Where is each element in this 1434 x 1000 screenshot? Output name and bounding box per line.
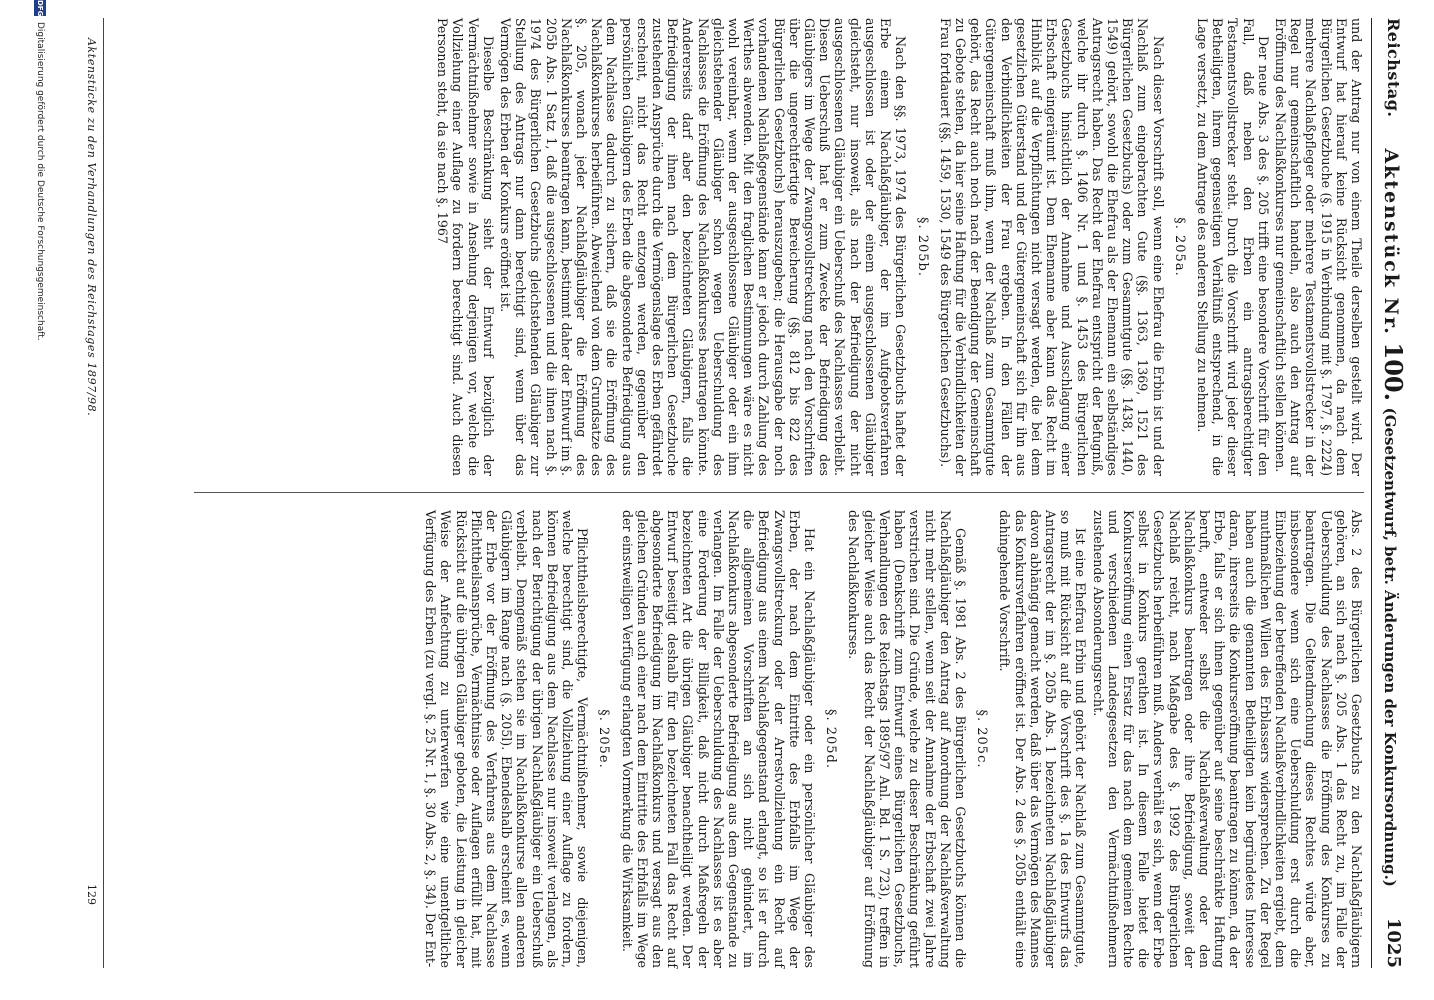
column-divider xyxy=(194,492,1364,493)
header-center-number: 100. xyxy=(1379,342,1409,401)
right-column-paragraph: Abs. 2 des Bürgerlichen Gesetzbuchs zu den Nachlaßgläubigern gehören, an sich nach §. 205 Abs. 1 das Recht zu, im Falle der Ueberschuldung des Nachlasses die Eröffnung des Konkurses zu beantragen. Die Geltendmachung dieses Rechtes würde aber, insbesondere wenn sich eine Ueberschuldung erst durch die Einbeziehung der betreffenden Nachlaßverbindlichkeiten ergiebt, dem muthmaßlichen Willen des Erblassers widersprechen. Zu der Regel haben auch die genannten Betheiligten kein begründetes Interesse daran, ihrerseits die Konkurseröffnung beantragen zu können, da der Erbe, falls er sich ihnen gegenüber auf seine beschränkte Haftung beruft, entweder selbst die Nachlaßverwaltung oder den Nachlaßkonkurs beantragen oder ihre Befriedigung, soweit der Nachlaß reicht, nach Maßgabe des §. 1992 des Bürgerlichen Gesetzbuchs herbeiführen muß. Anders verhält es sich, wenn der Erbe selbst in Konkurs gerathen ist. In diesem Falle bietet die Konkurseröffnung einen Ersatz für das nach dem gemeinen Rechte und verschiedenen Landesgesetzen den Vermächtnißnehmern zustehende Absonderungsrecht. xyxy=(1090,510,1364,968)
right-column-section-heading: §. 205c. xyxy=(974,709,990,769)
left-column-paragraph: Nach den §§. 1973, 1974 des Bürgerlichen Gesetzbuchs haftet der Erbe einem Nachlaßgläubiger, der im Aufgebotsverfahren ausgeschlossen ist oder der einem ausgeschlossenen Gläubiger gleichsteht, nur insoweit, als nach der Befriedigung der nicht ausgeschlossenen Gläubiger ein Ueberschuß des Nachlasses verbleibt. Diesen Ueberschuß hat er zum Zwecke der Befriedigung des Gläubigers im Wege der Zwangsvollstreckung nach den Vorschriften über die ungerechtfertigte Bereicherung (§§. 812 bis 822 des Bürgerlichen Gesetzbuchs) herauszugeben; die Herausgabe der noch vorhandenen Nachlaßgegenstände kann er jedoch durch Zahlung des Werthes abwenden. Mit den fraglichen Bestimmungen wäre es nicht wohl vereinbar, wenn der ausgeschlossene Gläubiger oder ein ihm gleichstehender Gläubiger schon wegen Ueberschuldung des Nachlasses die Eröffnung des Nachlaßkonkurses beantragen könnte. Andererseits darf aber den bezeichneten Gläubigern, falls die Befriedigung der ihnen nach dem Bürgerlichen Gesetzbuche zustehenden Ansprüche durch die Vermögenslage des Erben gefährdet erscheint, nicht das Recht entzogen werden, gegenüber den persönlichen Gläubigern des Erben die abgesonderte Befriedigung aus dem Nachlasse dadurch zu sichern, daß sie die Eröffnung des Nachlaßkonkurses herbeiführen. Abweichend von dem Grundsatze des §. 205, wonach jeder Nachlaßgläubiger die Eröffnung des Nachlaßkonkurses beantragen kann, bestimmt daher der Entwurf im §. 205b Abs. 1 Satz 1, daß die ausgeschlossenen und die ihnen nach §. 1974 des Bürgerlichen Gesetzbuchs gleichstehenden Gläubiger zur Stellung des Antrags nur dann berechtigt sind, wenn über das Vermögen des Erben der Konkurs eröffnet ist. xyxy=(498,18,909,476)
header-center-prefix: Aktenstück Nr. xyxy=(1380,148,1403,336)
left-column-section-heading: §. 205b. xyxy=(914,216,930,278)
footer-left: Aktenstücke zu den Verhandlungen des Reichstages 1897/98. xyxy=(85,38,98,417)
left-column xyxy=(433,18,1364,476)
right-column-paragraph: Gemäß §. 1981 Abs. 2 des Bürgerlichen Gesetzbuchs können die Nachlaßgläubiger den Antrag auf Anordnung der Nachlaßverwaltung nicht mehr stellen, wenn seit der Annahme der Erbschaft zwei Jahre verstrichen sind. Die Gründe, welche zu dieser Beschränkung geführt haben (Denkschrift zum Entwurf eines Bürgerlichen Gesetzbuchs, Verhandlungen des Reichstags 1895/97 Anl. Bd. 1 S. 723), treffen in gleicher Weise auch das Recht der Nachlaßgläubiger auf Eröffnung des Nachlaßkonkurses. xyxy=(846,510,968,968)
digitization-note-text: Digitalisierung gefördert durch die Deutsche Forschungsgemeinschaft. xyxy=(35,22,45,341)
right-column-paragraph: Hat ein Nachlaßgläubiger oder ein persönlicher Gläubiger des Erben, der nach dem Eintritte des Erbfalls im Wege der Zwangsvollstreckung oder der Arrestvollziehung ein Recht auf Befriedigung aus einem Nachlaßgegenstand erlangt, so ist er durch die allgemeinen Vorschriften an sich nicht gehindert, im Nachlaßkonkurs abgesonderte Befriedigung aus dem Gegenstande zu verlangen. Im Falle der Ueberschuldung des Nachlasses ist es aber eine Forderung der Billigkeit, daß nicht durch Maßregeln der bezeichneten Art die übrigen Gläubiger benachtheiligt werden. Der Entwurf beseitigt deshalb für den bezeichneten Fall das Recht auf abgesonderte Befriedigung im Nachlaßkonkurs und versagt aus den gleichen Gründen auch einer nach dem Eintritte des Erbfalls im Wege der einstweiligen Verfügung erlangten Vormerkung die Wirksamkeit. xyxy=(619,510,818,968)
left-column-paragraph: Dieselbe Beschränkung sieht der Entwurf bezüglich der Vermächtnißnehmer sowie in Ansehung derjenigen vor, welche die Vollziehung einer Auflage zu fordern berechtigt sind. Auch diesen Personen steht, da sie nach §. 1967 xyxy=(435,18,496,476)
header-left: Reichstag. xyxy=(1384,18,1404,118)
header-page-number: 1025 xyxy=(1383,917,1405,968)
header-rule xyxy=(1371,18,1372,968)
left-column-paragraph: Der neue Abs. 3 des §. 205 trifft eine besondere Vorschrift für den Fall, daß neben den Erben ein antragsberechtigter Testamentsvollstrecker steht. Durch die Vorschrift wird jeder dieser Betheiligten, ihrem gegenseitigen Verhältniß entsprechend, in die Lage versetzt, zu dem Antrage des anderen Stellung zu nehmen. xyxy=(1194,18,1271,476)
right-column xyxy=(421,510,1364,968)
right-column-section-heading: §. 205d. xyxy=(823,708,839,770)
document-page xyxy=(74,18,1414,968)
header-center xyxy=(1380,148,1409,886)
page-header xyxy=(1374,18,1414,968)
right-column-paragraph: Pflichttheilsberechtigte, Vermächtnißnehmer, sowie diejenigen, welche berechtigt sind, die Vollziehung einer Auflage zu fordern, können Befriedigung aus dem Nachlasse nur insoweit verlangen, als nach der Berichtigung der übrigen Nachlaßgläubiger ein Ueberschuß verbleibt. Demgemäß stehen sie im Nachlaßkonkurse allen anderen Gläubigern im Range nach (§. 205l). Ebendeshalb erscheint es, wenn der Erbe vor der Eröffnung des Verfahrens aus dem Nachlasse Pflichttheilsansprüche, Vermächtnisse oder Auflagen erfüllt hat, mit Rücksicht auf die übrigen Gläubiger geboten, die Leistung in gleicher Weise der Anfechtung zu unterwerfen wie eine unentgeltliche Verfügung des Erben (zu vergl. §. 25 Nr. 1, §. 30 Abs. 2, §. 34). Der Ent- xyxy=(423,510,591,968)
right-column-section-heading: §. 205e. xyxy=(596,709,612,769)
dfg-logo: DFG xyxy=(36,0,44,17)
left-column-paragraph: und der Antrag nur von einem Theile derselben gestellt wird. Der Entwurf hat hierauf keine Rücksicht genommen, da nach dem Bürgerlichen Gesetzbuche (§. 1915 in Verbindung mit §. 1797, §. 2224) mehrere Nachlaßpfleger oder mehrere Testamentsvollstrecker in der Regel nur gemeinschaftlich handeln, also auch den Antrag auf Eröffnung des Nachlaßkonkurses nur gemeinschaftlich stellen können. xyxy=(1272,18,1364,476)
footer-page-number: 129 xyxy=(85,884,98,905)
right-column-paragraph: Ist eine Ehefrau Erbin und gehört der Nachlaß zum Gesammtgute, so muß mit Rücksicht auf die Vorschrift des §. 1a des Entwurfs das Antragsrecht der im §. 205b Abs. 1 bezeichneten Nachlaßgläubiger davon abhängig gemacht werden, daß über das Vermögen des Mannes das Konkursverfahren eröffnet ist. Der Abs. 2 des §. 205b enthält eine dahingehende Vorschrift. xyxy=(997,510,1089,968)
header-subtitle: (Gesetzentwurf, betr. Änderungen der Konkursordnung.) xyxy=(1381,407,1400,887)
digitization-note xyxy=(34,0,46,1000)
footer-rule xyxy=(103,18,104,968)
left-column-section-heading: §. 205a. xyxy=(1171,217,1187,277)
left-column-paragraph: Nach dieser Vorschrift soll, wenn eine Ehefrau die Erbin ist und der Nachlaß zum eingebrachten Gute (§§. 1363, 1369, 1521 des Bürgerlichen Gesetzbuchs) oder zum Gesammtgute (§§. 1438, 1440, 1549) gehört, sowohl die Ehefrau als der Ehemann ein selbständiges Antragsrecht haben. Das Recht der Ehefrau entspricht der Befugniß, welche ihr durch §. 1406 Nr. 1 und §. 1453 des Bürgerlichen Gesetzbuchs hinsichtlich der Annahme und Ausschlagung einer Erbschaft eingeräumt ist. Dem Ehemanne aber kann das Recht im Hinblick auf die Verpflichtungen nicht versagt werden, die bei dem gesetzlichen Güterstand und der Gütergemeinschaft sich für ihn aus den Verbindlichkeiten der Frau ergeben. In den Fällen der Gütergemeinschaft muß ihm, wenn der Nachlaß zum Gesammtgute gehört, das Recht auch noch nach der Beendigung der Gemeinschaft zu Gebote stehen, da hier seine Haftung für die Verbindlichkeiten der Frau fortdauert (§§. 1459, 1530, 1549 des Bürgerlichen Gesetzbuchs). xyxy=(937,18,1166,476)
